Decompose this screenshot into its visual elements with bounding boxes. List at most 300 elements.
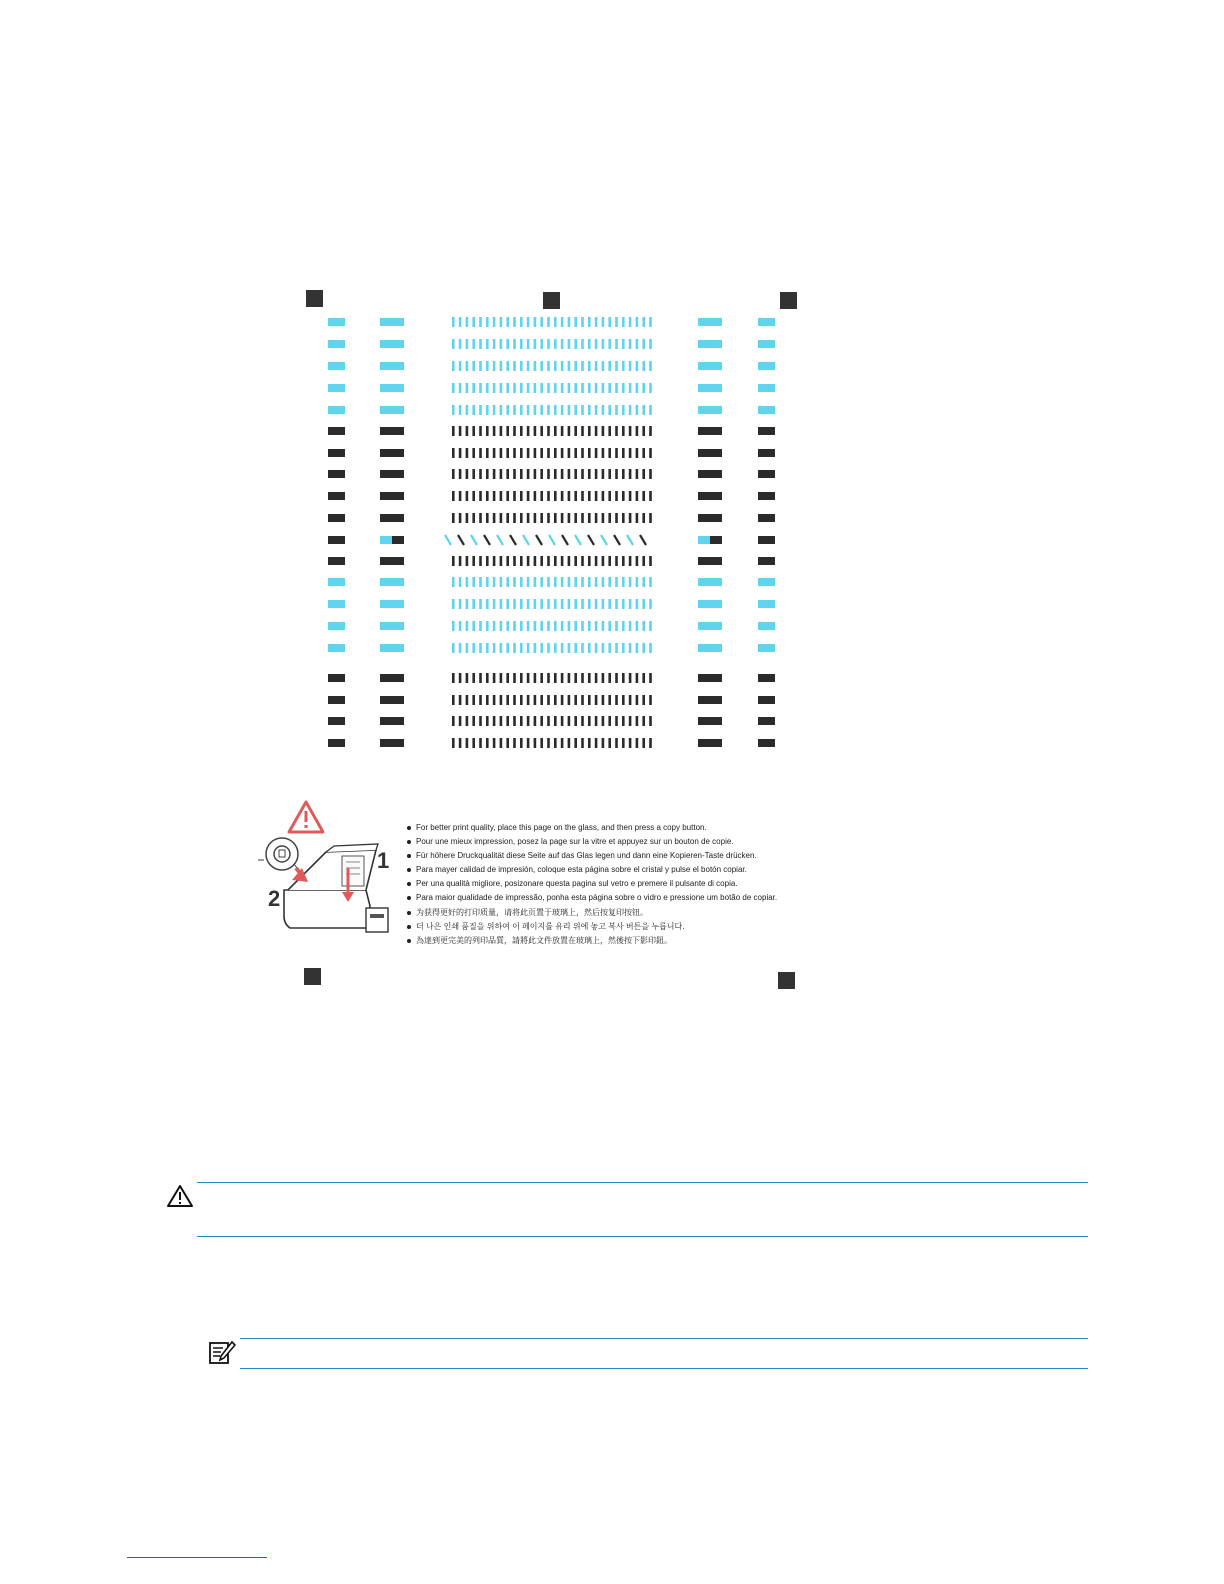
pattern-stripe	[486, 556, 489, 566]
pattern-stripe	[466, 621, 469, 631]
pattern-stripe	[520, 361, 523, 371]
pattern-stripe	[615, 405, 618, 415]
pattern-stripe	[595, 738, 598, 748]
pattern-stripe	[588, 673, 591, 683]
pattern-stripe	[540, 716, 543, 726]
pattern-block	[328, 674, 345, 682]
pattern-block	[380, 578, 404, 586]
pattern-stripe	[602, 695, 605, 705]
pattern-stripe	[506, 405, 509, 415]
pattern-stripe	[534, 738, 537, 748]
pattern-stripe	[534, 556, 537, 566]
pattern-stripe	[520, 317, 523, 327]
pattern-stripe	[561, 577, 564, 587]
pattern-stripe	[561, 448, 564, 458]
pattern-stripe	[500, 426, 503, 436]
pattern-stripe	[459, 361, 462, 371]
pattern-stripe	[595, 491, 598, 501]
pattern-stripe	[636, 599, 639, 609]
pattern-stripe	[608, 673, 611, 683]
pattern-stripe	[554, 673, 557, 683]
pattern-stripe	[608, 317, 611, 327]
pattern-stripe	[561, 556, 564, 566]
pattern-stripe	[595, 673, 598, 683]
pattern-block	[380, 622, 404, 630]
pattern-stripe	[642, 491, 645, 501]
pattern-block	[380, 470, 404, 478]
pattern-stripe	[452, 448, 455, 458]
pattern-stripe	[602, 738, 605, 748]
pattern-stripe	[493, 599, 496, 609]
pattern-stripe	[615, 383, 618, 393]
pattern-stripe	[466, 513, 469, 523]
registration-square	[780, 292, 797, 309]
pattern-stripe	[588, 599, 591, 609]
step-2-label: 2	[268, 886, 281, 911]
pattern-stripe	[588, 716, 591, 726]
pattern-stripe	[608, 599, 611, 609]
pattern-stripe	[547, 317, 550, 327]
pattern-stripe	[615, 695, 618, 705]
pattern-stripe	[500, 599, 503, 609]
pattern-stripe	[452, 405, 455, 415]
pattern-stripe	[615, 448, 618, 458]
pattern-stripe	[622, 383, 625, 393]
pattern-stripe	[575, 535, 581, 545]
pattern-stripe	[574, 491, 577, 501]
pattern-stripe	[622, 695, 625, 705]
pattern-stripe	[500, 383, 503, 393]
pattern-stripe	[479, 716, 482, 726]
pattern-stripe	[636, 513, 639, 523]
pattern-block	[758, 406, 775, 414]
pattern-stripe	[608, 405, 611, 415]
pattern-stripe	[493, 643, 496, 653]
pattern-stripe	[568, 317, 571, 327]
pattern-stripe	[574, 599, 577, 609]
pattern-stripe	[513, 383, 516, 393]
pattern-stripe	[649, 673, 652, 683]
pattern-stripe	[486, 673, 489, 683]
pattern-block	[758, 622, 775, 630]
pattern-stripe	[466, 448, 469, 458]
pattern-stripe	[608, 513, 611, 523]
pattern-stripe	[568, 448, 571, 458]
pattern-stripe	[615, 577, 618, 587]
pattern-stripe	[568, 716, 571, 726]
pattern-stripe	[452, 361, 455, 371]
pattern-stripe	[554, 469, 557, 479]
pattern-stripe	[500, 695, 503, 705]
pattern-stripe	[540, 317, 543, 327]
pattern-stripe	[649, 621, 652, 631]
registration-square	[778, 972, 795, 989]
pattern-stripe	[500, 317, 503, 327]
pattern-stripe	[568, 673, 571, 683]
pattern-stripe	[540, 599, 543, 609]
pattern-stripe	[506, 426, 509, 436]
registration-square	[306, 290, 323, 307]
pattern-stripe	[486, 716, 489, 726]
pattern-stripe	[629, 448, 632, 458]
note-rule-bottom	[240, 1368, 1088, 1369]
pattern-stripe	[629, 405, 632, 415]
pattern-stripe	[602, 577, 605, 587]
pattern-stripe	[581, 556, 584, 566]
pattern-stripe	[506, 673, 509, 683]
pattern-stripe	[540, 405, 543, 415]
pattern-stripe	[547, 673, 550, 683]
pattern-stripe	[459, 383, 462, 393]
pattern-stripe	[547, 695, 550, 705]
pattern-stripe	[520, 716, 523, 726]
pattern-stripe	[466, 673, 469, 683]
pattern-stripe	[568, 469, 571, 479]
pattern-stripe	[520, 339, 523, 349]
pattern-stripe	[642, 317, 645, 327]
pattern-stripe	[520, 673, 523, 683]
pattern-stripe	[574, 577, 577, 587]
pattern-stripe	[568, 556, 571, 566]
pattern-stripe	[608, 339, 611, 349]
pattern-stripe	[595, 695, 598, 705]
pattern-stripe	[608, 469, 611, 479]
pattern-block	[328, 384, 345, 392]
pattern-stripe	[574, 621, 577, 631]
pattern-stripe	[574, 556, 577, 566]
pattern-stripe	[636, 317, 639, 327]
pattern-stripe	[472, 556, 475, 566]
pattern-stripe	[642, 738, 645, 748]
pattern-stripe	[527, 339, 530, 349]
pattern-stripe	[466, 695, 469, 705]
pattern-block	[380, 449, 404, 457]
pattern-stripe	[595, 556, 598, 566]
pattern-stripe	[459, 339, 462, 349]
pattern-stripe	[513, 577, 516, 587]
pattern-stripe	[486, 643, 489, 653]
pattern-stripe	[574, 716, 577, 726]
pattern-stripe	[642, 621, 645, 631]
pattern-block	[328, 470, 345, 478]
pattern-stripe	[500, 469, 503, 479]
pattern-stripe	[513, 695, 516, 705]
pattern-stripe	[629, 361, 632, 371]
pattern-stripe	[534, 469, 537, 479]
pattern-stripe	[595, 426, 598, 436]
pattern-stripe	[636, 405, 639, 415]
pattern-stripe	[649, 556, 652, 566]
pattern-stripe	[636, 361, 639, 371]
pattern-stripe	[534, 695, 537, 705]
pattern-stripe	[547, 643, 550, 653]
pattern-stripe	[506, 448, 509, 458]
pattern-stripe	[540, 426, 543, 436]
pattern-stripe	[479, 621, 482, 631]
pattern-stripe	[486, 383, 489, 393]
pattern-stripe	[527, 513, 530, 523]
pattern-stripe	[452, 383, 455, 393]
registration-square	[304, 968, 321, 985]
pattern-stripe	[520, 448, 523, 458]
pattern-stripe	[534, 339, 537, 349]
pattern-stripe	[497, 535, 503, 545]
registration-square	[543, 292, 560, 309]
pattern-stripe	[486, 339, 489, 349]
warning-icon	[289, 802, 323, 832]
pattern-stripe	[513, 361, 516, 371]
pattern-stripe	[549, 535, 555, 545]
pattern-stripe	[513, 621, 516, 631]
pattern-stripe	[636, 673, 639, 683]
pattern-stripe	[534, 361, 537, 371]
pattern-stripe	[622, 469, 625, 479]
pattern-stripe	[486, 695, 489, 705]
pattern-stripe	[554, 716, 557, 726]
pattern-stripe	[642, 716, 645, 726]
pattern-stripe	[649, 513, 652, 523]
pattern-stripe	[527, 621, 530, 631]
pattern-stripe	[506, 695, 509, 705]
pattern-stripe	[574, 695, 577, 705]
pattern-block	[758, 470, 775, 478]
pattern-stripe	[452, 426, 455, 436]
pattern-stripe	[615, 491, 618, 501]
pattern-stripe	[493, 317, 496, 327]
pattern-stripe	[595, 621, 598, 631]
pattern-stripe	[459, 556, 462, 566]
pattern-block	[698, 318, 722, 326]
pattern-stripe	[527, 405, 530, 415]
pattern-block	[380, 362, 404, 370]
pattern-stripe	[602, 513, 605, 523]
pattern-stripe	[629, 716, 632, 726]
pattern-stripe	[629, 317, 632, 327]
pattern-stripe	[486, 491, 489, 501]
pattern-stripe	[500, 448, 503, 458]
pattern-block	[328, 340, 345, 348]
pattern-stripe	[445, 535, 451, 545]
pattern-stripe	[513, 643, 516, 653]
pattern-stripe	[479, 426, 482, 436]
pattern-stripe	[547, 513, 550, 523]
pattern-stripe	[500, 643, 503, 653]
pattern-stripe	[527, 673, 530, 683]
pattern-stripe	[547, 491, 550, 501]
pattern-stripe	[588, 556, 591, 566]
pattern-stripe	[493, 716, 496, 726]
pattern-stripe	[493, 405, 496, 415]
pattern-stripe	[527, 556, 530, 566]
pattern-stripe	[588, 383, 591, 393]
pattern-stripe	[581, 599, 584, 609]
pattern-stripe	[500, 491, 503, 501]
pattern-stripe	[466, 426, 469, 436]
pattern-stripe	[534, 383, 537, 393]
pattern-block	[758, 717, 775, 725]
instruction-zh-tw: 為達到更完美的列印品質，請將此文件放置在玻璃上，然後按下影印鈕。	[407, 934, 777, 948]
printer-illustration	[248, 798, 396, 948]
pattern-stripe	[479, 738, 482, 748]
pattern-stripe	[602, 361, 605, 371]
pattern-stripe	[472, 339, 475, 349]
pattern-stripe	[547, 738, 550, 748]
pattern-stripe	[484, 535, 490, 545]
instruction-fr: Pour une mieux impression, posez la page sur la vitre et appuyez sur un bouton de copie.	[407, 835, 777, 849]
pattern-stripe	[466, 317, 469, 327]
pattern-stripe	[547, 556, 550, 566]
pattern-stripe	[649, 716, 652, 726]
pattern-stripe	[459, 738, 462, 748]
pattern-stripe	[554, 383, 557, 393]
pattern-block	[698, 362, 722, 370]
pattern-stripe	[581, 383, 584, 393]
pattern-stripe	[636, 469, 639, 479]
pattern-stripe	[568, 361, 571, 371]
pattern-block	[758, 362, 775, 370]
pattern-block	[758, 674, 775, 682]
pattern-block	[698, 384, 722, 392]
pattern-stripe	[540, 448, 543, 458]
pattern-stripe	[615, 317, 618, 327]
pattern-stripe	[479, 491, 482, 501]
pattern-stripe	[547, 599, 550, 609]
pattern-stripe	[649, 738, 652, 748]
pattern-stripe	[479, 383, 482, 393]
pattern-stripe	[615, 426, 618, 436]
pattern-stripe	[459, 469, 462, 479]
pattern-stripe	[615, 599, 618, 609]
pattern-stripe	[547, 577, 550, 587]
pattern-stripe	[622, 491, 625, 501]
pattern-stripe	[588, 513, 591, 523]
pattern-stripe	[554, 556, 557, 566]
pattern-stripe	[642, 577, 645, 587]
instruction-zh-cn: 为获得更好的打印质量，请将此页置于玻璃上，然后按复印按钮。	[407, 906, 777, 920]
pattern-stripe	[527, 383, 530, 393]
pattern-stripe	[493, 339, 496, 349]
pattern-stripe	[513, 491, 516, 501]
pattern-stripe	[472, 695, 475, 705]
caution-rule-bottom	[197, 1236, 1088, 1237]
pattern-block	[380, 492, 404, 500]
pattern-stripe	[458, 535, 464, 545]
pattern-stripe	[472, 491, 475, 501]
pattern-stripe	[479, 513, 482, 523]
pattern-stripe	[574, 426, 577, 436]
pattern-block	[380, 427, 404, 435]
pattern-stripe	[581, 621, 584, 631]
pattern-stripe	[520, 738, 523, 748]
pattern-stripe	[608, 716, 611, 726]
pattern-stripe	[547, 426, 550, 436]
pattern-stripe	[472, 577, 475, 587]
pattern-stripe	[561, 361, 564, 371]
pattern-stripe	[581, 673, 584, 683]
pattern-stripe	[568, 405, 571, 415]
pattern-stripe	[466, 339, 469, 349]
pattern-stripe	[466, 643, 469, 653]
pattern-stripe	[649, 695, 652, 705]
pattern-stripe	[629, 339, 632, 349]
pattern-stripe	[615, 513, 618, 523]
pattern-stripe	[581, 643, 584, 653]
pattern-stripe	[452, 577, 455, 587]
pattern-stripe	[581, 405, 584, 415]
pattern-stripe	[629, 491, 632, 501]
pattern-stripe	[540, 491, 543, 501]
pattern-stripe	[561, 621, 564, 631]
pattern-stripe	[554, 643, 557, 653]
pattern-block	[758, 739, 775, 747]
pattern-block	[698, 427, 722, 435]
pattern-stripe	[622, 317, 625, 327]
pattern-stripe	[540, 556, 543, 566]
pattern-stripe	[493, 491, 496, 501]
pattern-stripe	[493, 448, 496, 458]
pattern-stripe	[561, 716, 564, 726]
pattern-block	[698, 557, 722, 565]
pattern-stripe	[513, 426, 516, 436]
pattern-stripe	[506, 361, 509, 371]
pattern-block	[380, 739, 404, 747]
pattern-stripe	[581, 317, 584, 327]
pattern-stripe	[520, 469, 523, 479]
pattern-stripe	[527, 426, 530, 436]
pattern-stripe	[636, 695, 639, 705]
instruction-es: Para mayer calidad de impresión, coloque esta página sobre el cristal y pulse el botón copiar.	[407, 863, 777, 877]
pattern-stripe	[622, 448, 625, 458]
pattern-stripe	[527, 599, 530, 609]
pattern-block	[698, 340, 722, 348]
pattern-stripe	[608, 426, 611, 436]
pattern-stripe	[649, 448, 652, 458]
pattern-stripe	[472, 426, 475, 436]
pattern-stripe	[561, 469, 564, 479]
pattern-stripe	[561, 673, 564, 683]
pattern-block	[380, 557, 404, 565]
pattern-stripe	[500, 556, 503, 566]
pattern-stripe	[527, 469, 530, 479]
pattern-stripe	[506, 577, 509, 587]
pattern-block	[710, 536, 722, 544]
instruction-pt: Para maior qualidade de impressão, ponha esta página sobre o vidro e pressione um botão de copiar.	[407, 891, 777, 905]
pattern-stripe	[581, 361, 584, 371]
pattern-block	[328, 739, 345, 747]
pattern-stripe	[554, 317, 557, 327]
pattern-stripe	[493, 673, 496, 683]
pattern-stripe	[602, 491, 605, 501]
pattern-stripe	[581, 513, 584, 523]
pattern-stripe	[602, 673, 605, 683]
pattern-block	[698, 514, 722, 522]
pattern-block	[698, 696, 722, 704]
pattern-stripe	[452, 513, 455, 523]
pattern-stripe	[602, 405, 605, 415]
pattern-stripe	[627, 535, 633, 545]
pattern-block	[758, 318, 775, 326]
pattern-stripe	[479, 599, 482, 609]
pattern-block	[758, 600, 775, 608]
pattern-stripe	[527, 317, 530, 327]
pattern-stripe	[452, 599, 455, 609]
pattern-block	[758, 449, 775, 457]
pattern-stripe	[588, 491, 591, 501]
pattern-stripe	[629, 426, 632, 436]
pattern-stripe	[588, 695, 591, 705]
pattern-block	[328, 717, 345, 725]
pattern-stripe	[506, 556, 509, 566]
